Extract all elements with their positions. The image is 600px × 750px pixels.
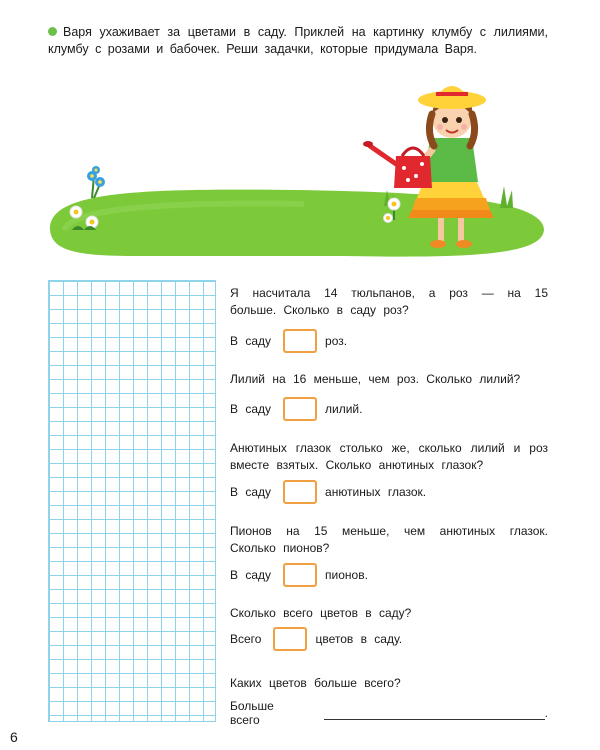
answer-box[interactable]	[273, 627, 307, 651]
task-pansies	[230, 440, 548, 499]
task-total	[230, 605, 548, 646]
task-lilies	[230, 371, 548, 416]
answer-suffix: лилий.	[325, 402, 363, 416]
intro-text: Варя ухаживает за цветами в саду. Приклей на картинку клумбу с лилиями, клумбу с розами и бабочек. Реши задачки, которые придумала Варя.	[48, 25, 548, 56]
task-most	[230, 675, 548, 727]
answer-box[interactable]	[283, 397, 317, 421]
task-question: Пионов на 15 меньше, чем анютиных глазок. Сколько пионов?	[230, 524, 548, 555]
answer-line[interactable]	[324, 707, 544, 720]
task-question: Лилий на 16 меньше, чем роз. Сколько лилий?	[230, 372, 521, 386]
task-question: Сколько всего цветов в саду?	[230, 606, 412, 620]
task-answer-row	[230, 397, 362, 421]
garden-illustration	[44, 80, 554, 270]
task-question: Каких цветов больше всего?	[230, 676, 401, 690]
page-number: 6	[10, 729, 18, 745]
answer-prefix: В саду	[230, 334, 272, 348]
bullet-dot-icon	[48, 27, 57, 36]
intro-paragraph	[48, 24, 548, 58]
task-answer-row	[230, 699, 548, 727]
answer-suffix: .	[544, 706, 548, 720]
task-answer-row	[230, 480, 426, 504]
task-question: Анютиных глазок столько же, сколько лилий и роз вместе взятых. Сколько анютиных глазок?	[230, 441, 548, 472]
answer-prefix: В саду	[230, 485, 272, 499]
task-answer-row	[230, 563, 368, 587]
answer-prefix: Всего	[230, 632, 262, 646]
answer-prefix: В саду	[230, 568, 272, 582]
answer-suffix: цветов в саду.	[315, 632, 403, 646]
answer-suffix: роз.	[325, 334, 348, 348]
task-question: Я насчитала 14 тюльпанов, а роз — на 15 больше. Сколько в саду роз?	[230, 286, 548, 317]
graph-paper-grid[interactable]	[48, 280, 216, 722]
watering-can-icon	[363, 141, 432, 188]
answer-prefix: В саду	[230, 402, 272, 416]
answer-box[interactable]	[283, 480, 317, 504]
blue-flowers-icon	[87, 166, 105, 198]
answer-prefix: Больше всего	[230, 699, 274, 727]
answer-suffix: пионов.	[325, 568, 368, 582]
task-answer-row	[230, 329, 347, 353]
answer-box[interactable]	[283, 329, 317, 353]
answer-suffix: анютиных глазок.	[325, 485, 427, 499]
answer-box[interactable]	[283, 563, 317, 587]
task-answer-row	[230, 627, 402, 651]
task-peonies	[230, 523, 548, 582]
task-roses	[230, 285, 548, 348]
